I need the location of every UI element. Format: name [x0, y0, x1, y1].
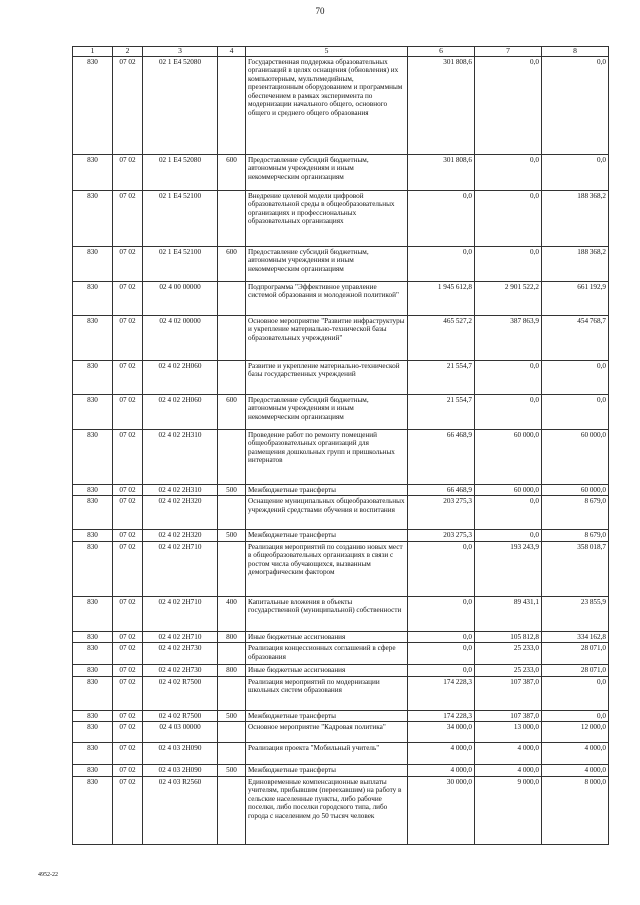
amount-col8: 0,0 [542, 155, 609, 191]
admin-code: 830 [73, 361, 113, 395]
amount-col6: 0,0 [408, 643, 475, 665]
table-row [73, 631, 609, 642]
amount-col7: 387 863,9 [475, 316, 542, 361]
amount-col8: 0,0 [542, 57, 609, 155]
expense-description: Межбюджетные трансферты [246, 485, 408, 496]
amount-col6: 301 808,6 [408, 155, 475, 191]
expense-type-code [218, 430, 246, 485]
table-row [73, 776, 609, 844]
target-article-code: 02 4 02 2Н730 [143, 665, 218, 676]
expense-type-code [218, 776, 246, 844]
section-code: 07 02 [113, 485, 143, 496]
admin-code: 830 [73, 496, 113, 530]
amount-col7: 0,0 [475, 155, 542, 191]
column-header-5: 5 [246, 47, 408, 57]
target-article-code: 02 1 E4 52100 [143, 247, 218, 282]
amount-col7: 9 000,0 [475, 776, 542, 844]
table-row [73, 665, 609, 676]
amount-col8: 334 162,8 [542, 631, 609, 642]
expense-description: Иные бюджетные ассигнования [246, 631, 408, 642]
target-article-code: 02 1 E4 52100 [143, 191, 218, 247]
amount-col8: 8 000,0 [542, 776, 609, 844]
target-article-code: 02 1 E4 52080 [143, 155, 218, 191]
amount-col7: 0,0 [475, 395, 542, 430]
section-code: 07 02 [113, 247, 143, 282]
target-article-code: 02 4 02 2Н730 [143, 643, 218, 665]
amount-col8: 661 192,9 [542, 282, 609, 316]
expense-type-code [218, 361, 246, 395]
expense-type-code [218, 191, 246, 247]
amount-col7: 13 000,0 [475, 722, 542, 743]
admin-code: 830 [73, 316, 113, 361]
expense-description: Иные бюджетные ассигнования [246, 665, 408, 676]
column-header-2: 2 [113, 47, 143, 57]
section-code: 07 02 [113, 530, 143, 541]
amount-col8: 12 000,0 [542, 722, 609, 743]
amount-col7: 107 387,0 [475, 710, 542, 721]
amount-col8: 8 679,0 [542, 496, 609, 530]
target-article-code: 02 4 00 00000 [143, 282, 218, 316]
amount-col7: 107 387,0 [475, 676, 542, 710]
expense-type-code: 600 [218, 395, 246, 430]
admin-code: 830 [73, 395, 113, 430]
table-row [73, 765, 609, 776]
column-header-8: 8 [542, 47, 609, 57]
table-header [73, 47, 609, 57]
section-code: 07 02 [113, 361, 143, 395]
expense-type-code: 500 [218, 710, 246, 721]
amount-col6: 174 228,3 [408, 676, 475, 710]
target-article-code: 02 4 02 2Н710 [143, 541, 218, 596]
section-code: 07 02 [113, 710, 143, 721]
expense-description: Основное мероприятие "Кадровая политика" [246, 722, 408, 743]
table-row [73, 247, 609, 282]
amount-col7: 60 000,0 [475, 485, 542, 496]
expense-description: Межбюджетные трансферты [246, 765, 408, 776]
amount-col8: 4 000,0 [542, 765, 609, 776]
amount-col8: 0,0 [542, 361, 609, 395]
amount-col8: 60 000,0 [542, 485, 609, 496]
amount-col8: 188 368,2 [542, 191, 609, 247]
table-row [73, 496, 609, 530]
budget-table [72, 46, 609, 845]
expense-type-code: 500 [218, 530, 246, 541]
amount-col6: 4 000,0 [408, 743, 475, 765]
admin-code: 830 [73, 743, 113, 765]
table-row [73, 361, 609, 395]
table-row [73, 676, 609, 710]
admin-code: 830 [73, 643, 113, 665]
amount-col6: 66 468,9 [408, 430, 475, 485]
expense-description: Межбюджетные трансферты [246, 530, 408, 541]
expense-description: Государственная поддержка образовательных организаций в целях оснащения (обновления) их компьютерным, мультимедийным, презентационным оборудованием и программным обеспечением в рамках эксперимента по модернизации начального общего, основного общего и среднего общего образования [246, 57, 408, 155]
target-article-code: 02 4 03 R2560 [143, 776, 218, 844]
expense-type-code: 600 [218, 155, 246, 191]
amount-col8: 358 018,7 [542, 541, 609, 596]
expense-description: Подпрограмма "Эффективное управление системой образования и молодежной политикой" [246, 282, 408, 316]
table-row [73, 541, 609, 596]
amount-col6: 34 000,0 [408, 722, 475, 743]
section-code: 07 02 [113, 596, 143, 631]
admin-code: 830 [73, 430, 113, 485]
amount-col7: 60 000,0 [475, 430, 542, 485]
expense-description: Внедрение целевой модели цифровой образовательной среды в общеобразовательных организациях и профессиональных образовательных организациях [246, 191, 408, 247]
amount-col6: 301 808,6 [408, 57, 475, 155]
admin-code: 830 [73, 631, 113, 642]
expense-description: Предоставление субсидий бюджетным, автономным учреждениям и иным некоммерческим организациям [246, 155, 408, 191]
section-code: 07 02 [113, 676, 143, 710]
table-row [73, 722, 609, 743]
amount-col8: 60 000,0 [542, 430, 609, 485]
expense-description: Оснащение муниципальных общеобразовательных учреждений средствами обучения и воспитания [246, 496, 408, 530]
expense-type-code [218, 676, 246, 710]
amount-col7: 0,0 [475, 530, 542, 541]
amount-col6: 0,0 [408, 665, 475, 676]
amount-col8: 454 768,7 [542, 316, 609, 361]
table-row [73, 57, 609, 155]
expense-type-code: 800 [218, 665, 246, 676]
target-article-code: 02 4 02 2Н320 [143, 530, 218, 541]
target-article-code: 02 1 E4 52080 [143, 57, 218, 155]
table-row [73, 191, 609, 247]
amount-col6: 465 527,2 [408, 316, 475, 361]
target-article-code: 02 4 03 2Н090 [143, 765, 218, 776]
amount-col6: 0,0 [408, 247, 475, 282]
expense-type-code [218, 316, 246, 361]
table-row [73, 710, 609, 721]
amount-col6: 203 275,3 [408, 530, 475, 541]
target-article-code: 02 4 02 2Н710 [143, 596, 218, 631]
column-header-4: 4 [218, 47, 246, 57]
admin-code: 830 [73, 485, 113, 496]
amount-col7: 0,0 [475, 496, 542, 530]
section-code: 07 02 [113, 776, 143, 844]
amount-col8: 28 071,0 [542, 643, 609, 665]
table-body [73, 57, 609, 845]
amount-col6: 0,0 [408, 191, 475, 247]
target-article-code: 02 4 02 2Н320 [143, 496, 218, 530]
admin-code: 830 [73, 247, 113, 282]
amount-col6: 0,0 [408, 541, 475, 596]
expense-type-code: 600 [218, 247, 246, 282]
header-row [73, 47, 609, 57]
admin-code: 830 [73, 776, 113, 844]
target-article-code: 02 4 03 2Н090 [143, 743, 218, 765]
section-code: 07 02 [113, 191, 143, 247]
expense-type-code [218, 541, 246, 596]
amount-col6: 203 275,3 [408, 496, 475, 530]
amount-col7: 2 901 522,2 [475, 282, 542, 316]
amount-col6: 30 000,0 [408, 776, 475, 844]
amount-col6: 66 468,9 [408, 485, 475, 496]
amount-col7: 0,0 [475, 247, 542, 282]
target-article-code: 02 4 02 2Н710 [143, 631, 218, 642]
expense-description: Капитальные вложения в объекты государственной (муниципальной) собственности [246, 596, 408, 631]
expense-description: Реализация проекта "Мобильный учитель" [246, 743, 408, 765]
page-number: 70 [315, 6, 325, 16]
section-code: 07 02 [113, 743, 143, 765]
admin-code: 830 [73, 155, 113, 191]
expense-description: Предоставление субсидий бюджетным, автономным учреждениям и иным некоммерческим организациям [246, 395, 408, 430]
table-row [73, 530, 609, 541]
amount-col8: 4 000,0 [542, 743, 609, 765]
admin-code: 830 [73, 765, 113, 776]
table-row [73, 282, 609, 316]
amount-col7: 105 812,8 [475, 631, 542, 642]
target-article-code: 02 4 03 00000 [143, 722, 218, 743]
expense-description: Развитие и укрепление материально-технической базы государственных учреждений [246, 361, 408, 395]
amount-col8: 0,0 [542, 395, 609, 430]
section-code: 07 02 [113, 57, 143, 155]
expense-type-code: 500 [218, 485, 246, 496]
expense-type-code: 500 [218, 765, 246, 776]
expense-type-code: 400 [218, 596, 246, 631]
amount-col8: 23 855,9 [542, 596, 609, 631]
amount-col7: 25 233,0 [475, 643, 542, 665]
expense-description: Реализация мероприятий по модернизации школьных систем образования [246, 676, 408, 710]
amount-col6: 1 945 612,8 [408, 282, 475, 316]
section-code: 07 02 [113, 395, 143, 430]
amount-col8: 8 679,0 [542, 530, 609, 541]
amount-col7: 0,0 [475, 57, 542, 155]
admin-code: 830 [73, 710, 113, 721]
amount-col7: 4 000,0 [475, 743, 542, 765]
admin-code: 830 [73, 57, 113, 155]
table-row [73, 485, 609, 496]
section-code: 07 02 [113, 282, 143, 316]
expense-description: Проведение работ по ремонту помещений общеобразовательных организаций для размещения дошкольных групп и пришкольных интернатов [246, 430, 408, 485]
table-row [73, 395, 609, 430]
expense-description: Единовременные компенсационные выплаты учителям, прибывшим (переехавшим) на работу в сельские населенные пункты, либо рабочие поселки, либо поселки городского типа, либо города с населением до 50 тысяч человек [246, 776, 408, 844]
amount-col6: 21 554,7 [408, 361, 475, 395]
expense-description: Межбюджетные трансферты [246, 710, 408, 721]
target-article-code: 02 4 02 2Н310 [143, 430, 218, 485]
expense-type-code [218, 282, 246, 316]
column-header-1: 1 [73, 47, 113, 57]
target-article-code: 02 4 02 00000 [143, 316, 218, 361]
amount-col7: 89 431,1 [475, 596, 542, 631]
expense-description: Основное мероприятие "Развитие инфраструктуры и укрепление материально-технической базы образовательных учреждений" [246, 316, 408, 361]
column-header-6: 6 [408, 47, 475, 57]
expense-type-code [218, 722, 246, 743]
amount-col7: 25 233,0 [475, 665, 542, 676]
amount-col6: 0,0 [408, 631, 475, 642]
expense-type-code: 800 [218, 631, 246, 642]
admin-code: 830 [73, 665, 113, 676]
admin-code: 830 [73, 191, 113, 247]
section-code: 07 02 [113, 316, 143, 361]
amount-col8: 0,0 [542, 710, 609, 721]
target-article-code: 02 4 02 2Н310 [143, 485, 218, 496]
section-code: 07 02 [113, 631, 143, 642]
admin-code: 830 [73, 541, 113, 596]
expense-description: Реализация концессионных соглашений в сфере образования [246, 643, 408, 665]
amount-col6: 4 000,0 [408, 765, 475, 776]
section-code: 07 02 [113, 430, 143, 485]
section-code: 07 02 [113, 643, 143, 665]
section-code: 07 02 [113, 765, 143, 776]
section-code: 07 02 [113, 541, 143, 596]
amount-col8: 28 071,0 [542, 665, 609, 676]
target-article-code: 02 4 02 2Н060 [143, 361, 218, 395]
target-article-code: 02 4 02 R7500 [143, 676, 218, 710]
amount-col7: 193 243,9 [475, 541, 542, 596]
amount-col8: 188 368,2 [542, 247, 609, 282]
expense-type-code [218, 57, 246, 155]
section-code: 07 02 [113, 665, 143, 676]
section-code: 07 02 [113, 722, 143, 743]
expense-description: Предоставление субсидий бюджетным, автономным учреждениям и иным некоммерческим организациям [246, 247, 408, 282]
section-code: 07 02 [113, 496, 143, 530]
admin-code: 830 [73, 530, 113, 541]
amount-col8: 0,0 [542, 676, 609, 710]
admin-code: 830 [73, 596, 113, 631]
expense-type-code [218, 496, 246, 530]
footer-code: 4952-22 [38, 872, 58, 878]
expense-type-code [218, 743, 246, 765]
table-row [73, 643, 609, 665]
column-header-7: 7 [475, 47, 542, 57]
amount-col6: 174 228,3 [408, 710, 475, 721]
table-row [73, 316, 609, 361]
table-row [73, 743, 609, 765]
expense-description: Реализация мероприятий по созданию новых мест в общеобразовательных организациях в связи с ростом числа обучающихся, вызванным демографическим фактором [246, 541, 408, 596]
admin-code: 830 [73, 722, 113, 743]
target-article-code: 02 4 02 2Н060 [143, 395, 218, 430]
expense-type-code [218, 643, 246, 665]
amount-col7: 0,0 [475, 191, 542, 247]
table-row [73, 430, 609, 485]
admin-code: 830 [73, 282, 113, 316]
amount-col6: 0,0 [408, 596, 475, 631]
amount-col7: 0,0 [475, 361, 542, 395]
table-row [73, 596, 609, 631]
amount-col7: 4 000,0 [475, 765, 542, 776]
section-code: 07 02 [113, 155, 143, 191]
admin-code: 830 [73, 676, 113, 710]
column-header-3: 3 [143, 47, 218, 57]
table-row [73, 155, 609, 191]
amount-col6: 21 554,7 [408, 395, 475, 430]
target-article-code: 02 4 02 R7500 [143, 710, 218, 721]
